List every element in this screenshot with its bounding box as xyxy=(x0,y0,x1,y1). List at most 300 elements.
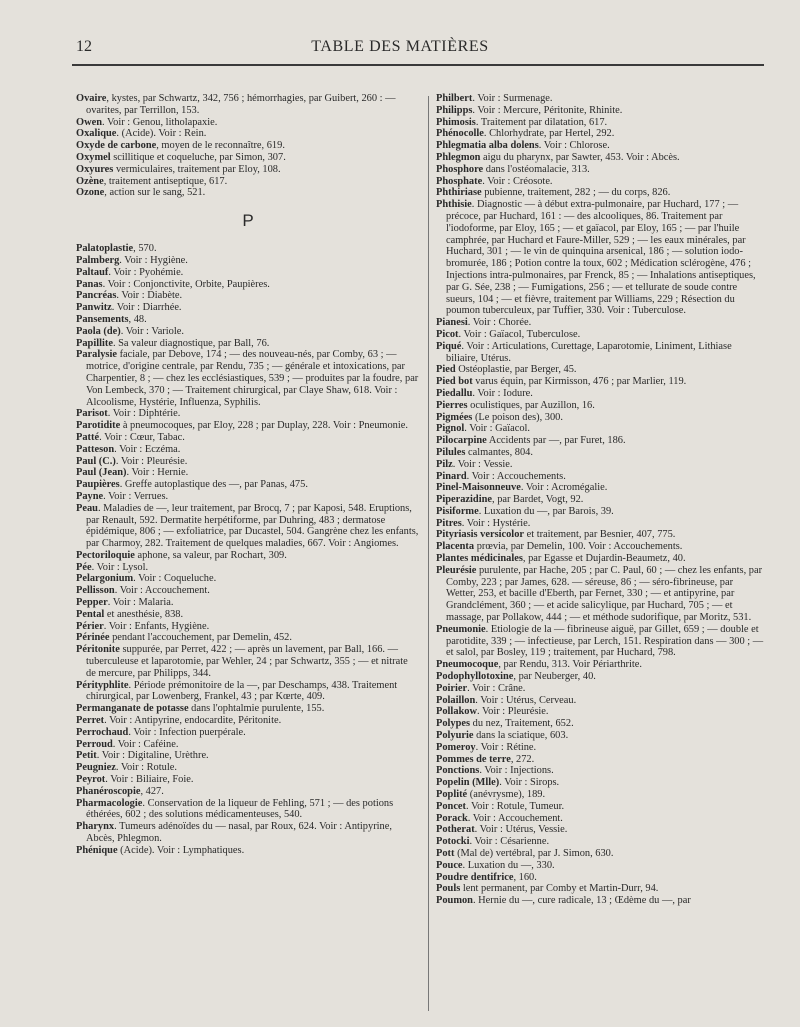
entry-heading: Poncet xyxy=(436,800,467,812)
entry-heading: Potocki xyxy=(436,836,470,848)
header-rule xyxy=(72,64,764,66)
entry-text: , 570. xyxy=(133,243,157,255)
index-entry xyxy=(76,739,420,751)
entry-heading: Piedallu xyxy=(436,387,473,399)
entry-text: . Voir : Coqueluche. xyxy=(133,573,217,585)
index-entry xyxy=(76,302,420,314)
index-entry xyxy=(76,750,420,762)
index-entry xyxy=(76,140,420,152)
index-entry xyxy=(436,423,764,435)
index-entry xyxy=(436,848,764,860)
index-entry xyxy=(436,187,764,199)
entry-text: (Acide). Voir : Lymphatiques. xyxy=(117,844,245,856)
index-entry xyxy=(436,447,764,459)
entry-heading: Poumon xyxy=(436,895,473,907)
entry-heading: Péritonite xyxy=(76,644,120,656)
entry-heading: Pleurésie xyxy=(436,564,477,576)
entry-heading: Polyurie xyxy=(436,730,474,742)
entry-heading: Poirier xyxy=(436,682,468,694)
index-entry xyxy=(76,762,420,774)
entry-text: . Voir : Caféine. xyxy=(112,738,179,750)
index-entry xyxy=(76,349,420,408)
index-entry xyxy=(436,529,764,541)
index-entry xyxy=(76,93,420,117)
index-entry xyxy=(436,883,764,895)
entry-heading: Paul (Jean) xyxy=(76,467,127,479)
entry-text: . Voir : Antipyrine, endocardite, Péritonite. xyxy=(104,715,282,727)
index-entry xyxy=(436,765,764,777)
entry-heading: Pollakow xyxy=(436,706,477,718)
index-entry xyxy=(76,420,420,432)
index-entry xyxy=(76,467,420,479)
entry-text: . Traitement par dilatation, 617. xyxy=(475,116,608,128)
index-entry xyxy=(76,479,420,491)
index-entry xyxy=(436,695,764,707)
entry-heading: Pilules xyxy=(436,446,466,458)
entry-text: , 48. xyxy=(128,313,147,325)
left-column xyxy=(76,93,420,857)
entry-text: . Voir : Accouchement. xyxy=(114,585,210,597)
index-entry xyxy=(76,680,420,704)
index-entry xyxy=(436,860,764,872)
entry-text: . Voir : Créosote. xyxy=(482,175,553,187)
entry-text: , 160. xyxy=(513,871,537,883)
entry-heading: Pityriasis versicolor xyxy=(436,529,525,541)
index-entry xyxy=(76,117,420,129)
entry-heading: Placenta xyxy=(436,541,475,553)
entry-heading: Phimosis xyxy=(436,116,476,128)
entry-heading: Paul (C.) xyxy=(76,455,116,467)
entry-heading: Porack xyxy=(436,812,468,824)
entry-heading: Panwitz xyxy=(76,302,112,314)
entry-text: , par Neuberger, 40. xyxy=(513,671,596,683)
entry-heading: Pharmacologie xyxy=(76,797,143,809)
entry-text: . Luxation du —, 330. xyxy=(462,859,555,871)
entry-text: . Voir : Diarrhée. xyxy=(111,302,182,314)
index-entry xyxy=(436,518,764,530)
index-entries-p-left xyxy=(76,243,420,856)
entry-heading: Paltauf xyxy=(76,266,109,278)
entry-text: Ostéoplastie, par Berger, 45. xyxy=(455,364,577,376)
index-entry xyxy=(76,152,420,164)
index-entry xyxy=(76,456,420,468)
entry-text: du nez, Traitement, 652. xyxy=(470,718,574,730)
index-entry xyxy=(436,412,764,424)
entry-text: . Voir : Chorée. xyxy=(467,317,532,329)
entry-heading: Polaillon xyxy=(436,694,476,706)
entry-heading: Pignol xyxy=(436,423,465,435)
entry-text: . Voir : Diabète. xyxy=(116,290,183,302)
index-entry xyxy=(436,541,764,553)
entry-text: . Voir : Vessie. xyxy=(452,458,513,470)
index-entry xyxy=(436,164,764,176)
entry-text: . Voir : Hystérie. xyxy=(461,517,531,529)
entry-text: . Tumeurs adénoïdes du — nasal, par Roux, 624. Voir : Antipyrine, Abcès, Phlegmon. xyxy=(86,821,392,845)
entry-heading: Pouls xyxy=(436,883,461,895)
index-entries-o xyxy=(76,93,420,199)
entry-text: . Voir : Genou, litholapaxie. xyxy=(101,116,218,128)
entry-text: suppurée, par Perret, 422 ; — après un lavement, par Ball, 166. — tuberculeuse et laparotomie, par Wehler, 24 ; par Schwartz, 355 ; — et nitrate de mercure, par Philipps, 344. xyxy=(86,644,408,679)
entry-text: , moyen de le reconnaître, 619. xyxy=(156,140,285,152)
index-entry xyxy=(76,432,420,444)
entry-heading: Pianesi xyxy=(436,317,468,329)
index-entry xyxy=(76,314,420,326)
entry-text: calmantes, 804. xyxy=(465,446,533,458)
entry-text: . Luxation du —, par Barois, 39. xyxy=(478,505,614,517)
entry-text: . Voir : Césarienne. xyxy=(469,836,550,848)
entry-heading: Parisot xyxy=(76,408,108,420)
entry-text: . Voir : Acromégalie. xyxy=(520,482,608,494)
index-entry xyxy=(76,267,420,279)
entry-text: . Voir : Gaïacol, Tuberculose. xyxy=(458,328,581,340)
entry-heading: Paupières xyxy=(76,479,120,491)
entry-text: . Voir : Gaïacol. xyxy=(464,423,530,435)
entry-text: varus équin, par Kirmisson, 476 ; par Marlier, 119. xyxy=(472,376,687,388)
entry-heading: Pilz xyxy=(436,458,453,470)
entry-heading: Pneumonie xyxy=(436,623,486,635)
entry-text: . Voir : Surmenage. xyxy=(472,93,553,104)
entry-text: . Voir : Hygiène. xyxy=(119,254,188,266)
entry-heading: Perrochaud xyxy=(76,726,129,738)
index-entry xyxy=(436,718,764,730)
entry-text: . Voir : Pleurésie. xyxy=(115,455,188,467)
entry-text: . Voir : Mercure, Péritonite, Rhinite. xyxy=(472,104,623,116)
entry-text: . Voir : Injections. xyxy=(479,765,554,777)
column-divider xyxy=(428,96,429,1011)
entry-text: prœvia, par Demelin, 100. Voir : Accouchements. xyxy=(474,541,683,553)
entry-heading: Panas xyxy=(76,278,103,290)
index-entry xyxy=(436,683,764,695)
entry-heading: Pental xyxy=(76,608,105,620)
index-entry xyxy=(76,550,420,562)
index-entry xyxy=(436,471,764,483)
entry-heading: Palatoplastie xyxy=(76,243,134,255)
index-entry xyxy=(436,777,764,789)
index-entry xyxy=(436,317,764,329)
entry-heading: Potherat xyxy=(436,824,475,836)
index-entry xyxy=(76,279,420,291)
index-entry xyxy=(76,621,420,633)
entry-heading: Pott xyxy=(436,848,455,859)
entry-heading: Pilocarpine xyxy=(436,435,487,447)
entry-text: . Voir : Pyohémie. xyxy=(108,266,184,278)
entry-heading: Périnée xyxy=(76,632,110,644)
index-entry xyxy=(436,824,764,836)
entry-text: . Chlorhydrate, par Hertel, 292. xyxy=(483,128,615,140)
entry-heading: Pouce xyxy=(436,859,463,871)
entry-text: scillitique et coqueluche, par Simon, 307. xyxy=(110,151,286,163)
entry-heading: Pérityphlite xyxy=(76,679,129,691)
index-entry xyxy=(436,801,764,813)
index-entry xyxy=(436,105,764,117)
index-entry xyxy=(76,798,420,822)
index-entry xyxy=(436,754,764,766)
index-entry xyxy=(436,671,764,683)
entry-text: . Conservation de la liqueur de Fehling, 571 ; — des potions éthérées, 602 ; des solutions médicamenteuses, 540. xyxy=(86,797,394,821)
entry-heading: Pierres xyxy=(436,399,468,411)
index-entry xyxy=(436,482,764,494)
entry-heading: Payne xyxy=(76,490,104,502)
entry-heading: Phosphore xyxy=(436,163,484,175)
index-entry xyxy=(76,774,420,786)
entry-heading: Papillite xyxy=(76,337,113,349)
index-entry xyxy=(76,632,420,644)
index-entry xyxy=(76,609,420,621)
entry-text: . Voir : Iodure. xyxy=(472,387,533,399)
index-entry xyxy=(76,573,420,585)
entry-text: aigu du pharynx, par Sawter, 453. Voir : Abcès. xyxy=(480,151,680,163)
index-entry xyxy=(436,176,764,188)
entry-heading: Podophyllotoxine xyxy=(436,671,514,683)
entry-heading: Oxyde de carbone xyxy=(76,140,157,152)
index-entry xyxy=(436,872,764,884)
entry-heading: Ozone xyxy=(76,187,105,199)
entry-heading: Palmberg xyxy=(76,254,120,266)
entry-text: . Voir : Rotule. xyxy=(115,762,177,774)
entry-heading: Petit xyxy=(76,750,97,762)
index-entry xyxy=(76,786,420,798)
index-entry xyxy=(436,93,764,105)
entry-heading: Pied bot xyxy=(436,376,473,388)
entry-text: aphone, sa valeur, par Rochart, 309. xyxy=(134,549,287,561)
entry-text: . (Acide). Voir : Rein. xyxy=(116,128,207,140)
entry-text: . Diagnostic — à début extra-pulmonaire, par Huchard, 177 ; — précoce, par Huchard, 161 : — des alcooliques, 86. Traitement par l'iodoforme, par Eloy, 165 ; — et gaïacol, par Eloy, 165 ; — par l'huile camphrée, par Huchard et Faure-Miller, 529 ; — les eaux minérales, par Huchard, 301 ; — le vin de quinquina arsenical, 186 ; — solution iodo-bromurée, 186 ; Potion contre la toux, 602 ; Médication sclérogène, 476 ; Injections intra-pulmonaires, par Frenck, 85 ; — Inhalations antiseptiques, par G. Sée, 238 ; — Fumigations, 256 ; — et tellurate de soude contre sueurs, 104 ; — et fièvre, traitement par Williams, 229 ; Résection du poumon tuberculeux, par Tuffier, 330. Voir : Tuberculose. xyxy=(446,199,756,317)
index-entry xyxy=(76,408,420,420)
index-entry xyxy=(436,459,764,471)
entry-heading: Pied xyxy=(436,364,456,376)
index-entry xyxy=(76,164,420,176)
entry-text: . Voir : Variole. xyxy=(120,325,184,337)
entry-text: . Maladies de —, leur traitement, par Brocq, 7 ; par Kaposi, 548. Eruptions, par Renault, 592. Dermatite herpétiforme, par Duhring, 483 ; dermatose épidémique, 806 ; — exfoliatrice, par Ducastel, 504. Gangrène chez les enfants, par Charmoy, 282. Traitement de quelques maladies, 667. Voir : Angiomes. xyxy=(86,502,419,550)
index-entry xyxy=(76,585,420,597)
index-entry xyxy=(436,494,764,506)
index-entry xyxy=(76,845,420,857)
index-entry xyxy=(76,326,420,338)
entry-text: dans la sciatique, 603. xyxy=(473,730,569,742)
index-entry xyxy=(436,152,764,164)
entry-text: . Voir : Verrues. xyxy=(103,490,169,502)
entry-heading: Périer xyxy=(76,620,104,632)
entry-text: . Voir : Accouchements. xyxy=(466,470,566,482)
index-entry xyxy=(76,503,420,550)
entry-text: . Voir : Eczéma. xyxy=(114,443,181,455)
entry-text: pendant l'accouchement, par Demelin, 452. xyxy=(109,632,292,644)
index-entry xyxy=(76,290,420,302)
right-column xyxy=(436,93,764,907)
index-entry xyxy=(76,255,420,267)
entry-text: . Voir : Diphtérie. xyxy=(107,408,181,420)
entry-text: , par Rendu, 313. Voir Périarthrite. xyxy=(498,659,642,671)
index-entry xyxy=(436,435,764,447)
entry-heading: Picot xyxy=(436,328,459,340)
index-entry xyxy=(436,388,764,400)
entry-text: et anesthésie, 838. xyxy=(104,608,184,620)
entry-text: . Voir : Rétine. xyxy=(475,741,537,753)
entry-text: oculistiques, par Auzillon, 16. xyxy=(467,399,595,411)
section-letter: P xyxy=(242,211,254,231)
entry-text: purulente, par Hache, 205 ; par C. Paul, 60 ; — chez les enfants, par Comby, 223 ; par James, 628. — séreuse, 86 ; — séro-fibrineuse, par Wetter, 253, et bacille d'Eberth, par Fernet, 330 ; — et antipyrine, par Grandclément, 360 ; — et acide salicylique, par Huchard, 705 ; — et massage, par Pollakow, 444 ; — et méthode sudorifique, par Moritz, 531. xyxy=(446,564,763,624)
index-entry xyxy=(436,730,764,742)
entry-heading: Poudre dentifrice xyxy=(436,871,514,883)
entry-heading: Pinel-Maisonneuve xyxy=(436,482,521,494)
index-entry xyxy=(436,376,764,388)
entry-heading: Peau xyxy=(76,502,98,514)
entry-text: . Voir : Sirops. xyxy=(499,777,560,789)
entry-heading: Pharynx xyxy=(76,821,115,833)
entry-text: . Voir : Enfants, Hygiène. xyxy=(103,620,210,632)
entry-heading: Phanéroscopie xyxy=(76,785,141,797)
index-entry xyxy=(76,703,420,715)
entry-heading: Phlegmon xyxy=(436,151,481,163)
entry-text: , par Bardet, Vogt, 92. xyxy=(492,494,584,506)
entry-heading: Poplité xyxy=(436,789,468,801)
entry-heading: Piqué xyxy=(436,340,462,352)
entry-text: . Sa valeur diagnostique, par Ball, 76. xyxy=(112,337,270,349)
entry-text: , action sur le sang, 521. xyxy=(104,187,206,199)
entry-text: dans l'ostéomalacie, 313. xyxy=(483,163,590,175)
index-entry xyxy=(436,128,764,140)
entry-text: . Voir : Malaria. xyxy=(107,597,174,609)
entry-text: . Période prémonitoire de la —, par Deschamps, 438. Traitement chirurgical, par Lowenberg, Frankel, 43 ; par Kœrte, 409. xyxy=(86,679,398,703)
entry-text: . Voir : Conjonctivite, Orbite, Paupières. xyxy=(102,278,270,290)
index-entry xyxy=(76,715,420,727)
entry-heading: Perret xyxy=(76,715,105,727)
index-entry xyxy=(76,597,420,609)
entry-heading: Paralysie xyxy=(76,349,117,361)
index-entry xyxy=(436,813,764,825)
entry-text: , kystes, par Schwartz, 342, 756 ; hémorrhagies, par Guibert, 260 : — ovarites, par Terrillon, 153. xyxy=(86,93,396,116)
entry-text: lent permanent, par Comby et Martin-Durr, 94. xyxy=(460,883,659,895)
entry-text: dans l'ophtalmie purulente, 155. xyxy=(188,703,325,715)
entry-heading: Phlegmatia alba dolens xyxy=(436,140,539,152)
entry-heading: Pée xyxy=(76,561,92,573)
entry-heading: Pitres xyxy=(436,517,462,529)
entry-heading: Piperazidine xyxy=(436,494,492,506)
entry-heading: Phénique xyxy=(76,844,118,856)
entry-text: faciale, par Debove, 174 ; — des nouveau-nés, par Comby, 63 ; — motrice, d'origine centrale, par Rendu, 735 ; — générale et intoxications, par Charpentier, 8 ; — chez les ecclésiastiques, 539 ; — produites par la foudre, par Von Lembeck, 370 ; — Traitement chirurgical, par Claye Shaw, 618. Voir : Alcoolisme, Hystérie, Influenza, Syphilis. xyxy=(86,349,419,408)
entry-text: . Voir : Biliaire, Foie. xyxy=(105,774,194,786)
entry-heading: Popelin (Mlle) xyxy=(436,777,500,789)
entry-text: vermiculaires, traitement par Eloy, 108. xyxy=(113,163,281,175)
entry-heading: Pigmées xyxy=(436,411,473,423)
entry-text: pubienne, traitement, 282 ; — du corps, 826. xyxy=(481,187,671,199)
entry-text: (Mal de) vertébral, par J. Simon, 630. xyxy=(454,848,614,859)
index-entry xyxy=(436,400,764,412)
entry-text: . Voir : Rotule, Tumeur. xyxy=(466,800,565,812)
entry-text: . Voir : Digitaline, Urèthre. xyxy=(96,750,209,762)
entry-heading: Oxyures xyxy=(76,163,114,175)
entry-heading: Pectoriloquie xyxy=(76,549,135,561)
entry-text: , traitement antiseptique, 617. xyxy=(103,175,228,187)
entry-heading: Permanganate de potasse xyxy=(76,703,189,715)
index-entry xyxy=(436,364,764,376)
entry-heading: Pisiforme xyxy=(436,505,479,517)
entry-text: . Voir : Cœur, Tabac. xyxy=(99,431,185,443)
index-entry xyxy=(76,644,420,679)
index-entry xyxy=(76,243,420,255)
entry-text: , 272. xyxy=(510,753,535,765)
index-entry xyxy=(436,836,764,848)
entry-text: . Voir : Utérus, Cerveau. xyxy=(475,694,577,706)
index-entry xyxy=(436,624,764,659)
running-title: TABLE DES MATIÈRES xyxy=(311,38,489,55)
entry-text: . Voir : Utérus, Vessie. xyxy=(474,824,568,836)
entry-heading: Pomeroy xyxy=(436,741,476,753)
index-entry xyxy=(76,128,420,140)
entry-heading: Owen xyxy=(76,116,102,128)
entry-text: . Voir : Accouchement. xyxy=(467,812,563,824)
entry-heading: Philbert xyxy=(436,93,473,104)
entry-heading: Pelargonium xyxy=(76,573,134,585)
entry-heading: Pancréas xyxy=(76,290,117,302)
entry-heading: Patté xyxy=(76,431,100,443)
index-entry xyxy=(436,742,764,754)
entry-heading: Ponctions xyxy=(436,765,480,777)
index-entry xyxy=(436,565,764,624)
entry-heading: Peyrot xyxy=(76,774,106,786)
index-entry xyxy=(76,444,420,456)
entry-text: . Voir : Hernie. xyxy=(126,467,189,479)
index-entry xyxy=(76,727,420,739)
entry-heading: Pommes de terre xyxy=(436,753,511,765)
index-entry xyxy=(436,789,764,801)
index-entry xyxy=(436,341,764,365)
index-entry xyxy=(436,895,764,907)
entry-text: . Voir : Chlorose. xyxy=(538,140,610,152)
entry-heading: Oxymel xyxy=(76,151,111,163)
entry-text: et traitement, par Besnier, 407, 775. xyxy=(524,529,676,541)
index-entry xyxy=(436,553,764,565)
index-entry xyxy=(76,821,420,845)
entry-text: Accidents par —, par Furet, 186. xyxy=(486,435,626,447)
entry-text: , par Egasse et Dujardin-Beaumetz, 40. xyxy=(522,553,686,565)
index-entry xyxy=(436,199,764,317)
entry-heading: Pansements xyxy=(76,313,129,325)
page-number: 12 xyxy=(76,38,92,55)
entry-text: . Hernie du —, cure radicale, 13 ; Œdème du —, par xyxy=(472,895,691,907)
entry-text: . Greffe autoplastique des —, par Panas, 475. xyxy=(119,479,308,491)
index-entry xyxy=(76,562,420,574)
entry-text: (Le poison des), 300. xyxy=(472,411,563,423)
entry-text: . Voir : Infection puerpérale. xyxy=(128,726,246,738)
entry-heading: Oxalique xyxy=(76,128,117,140)
index-entry xyxy=(76,338,420,350)
index-entries-p-right xyxy=(436,93,764,907)
index-entry xyxy=(436,706,764,718)
entry-text: . Etiologie de la — fibrineuse aiguë, par Gillet, 659 ; — double et parotidite, 339 ; — infectieuse, par Lerch, 151. Respiration dans — 300 ; — et salol, par Bosley, 119 ; traitement, par Huchard, 798. xyxy=(446,623,764,659)
entry-heading: Perroud xyxy=(76,738,113,750)
entry-heading: Pneumocoque xyxy=(436,659,499,671)
entry-heading: Ozène xyxy=(76,175,104,187)
entry-heading: Paola (de) xyxy=(76,325,121,337)
entry-heading: Phthiriase xyxy=(436,187,482,199)
index-entry xyxy=(76,491,420,503)
entry-heading: Patteson xyxy=(76,443,115,455)
entry-text: , 427. xyxy=(140,785,164,797)
index-entry xyxy=(436,659,764,671)
entry-text: . Voir : Pleurésie. xyxy=(477,706,549,718)
entry-heading: Plantes médicinales xyxy=(436,553,523,565)
entry-text: (anévrysme), 189. xyxy=(467,789,546,801)
entry-heading: Philipps xyxy=(436,104,473,116)
index-entry xyxy=(436,329,764,341)
entry-text: . Voir : Crâne. xyxy=(467,682,526,694)
index-entry xyxy=(76,187,420,199)
entry-heading: Pepper xyxy=(76,597,108,609)
entry-text: . Voir : Articulations, Curettage, Laparotomie, Liniment, Lithiase biliaire, Utérus. xyxy=(446,340,732,364)
entry-text: à pneumocoques, par Eloy, 228 ; par Duplay, 228. Voir : Pneumonie. xyxy=(120,420,408,432)
entry-heading: Pellisson xyxy=(76,585,115,597)
